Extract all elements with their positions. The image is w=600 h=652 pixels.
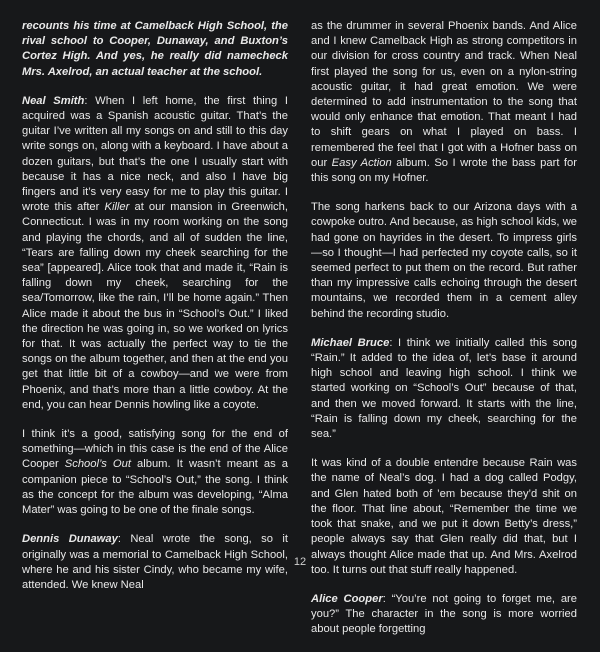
page-number: 12 — [293, 556, 307, 568]
speaker-neal-smith: Neal Smith — [22, 94, 85, 107]
neal-smith-paragraph — [22, 94, 288, 413]
michael-bruce-paragraph — [311, 336, 577, 442]
paragraph-text: album. It wasn’t meant as a companion piece to “School’s Out,” the song. I think as the concept for the album was developing, “Alma Mater” was going to be one of the finale songs. — [22, 458, 288, 517]
dennis-dunaway-paragraph-cont — [311, 19, 577, 186]
dennis-dunaway-paragraph-2: The song harkens back to our Arizona days with a cowpoke outro. And because, as high school kids, we had gone on hayrides in the desert. To impress girls—so I thought—I had perfected my coyote calls, so it seemed perfect to put them on the record. But rather than my impressive calls echoing through the desert mountains, we recorded them in a cement alley behind the recording studio. — [311, 201, 577, 320]
paragraph-text: : “You’re not going to forget me, are you?” The character in the song is more worried about people forgetting — [311, 592, 577, 636]
alice-cooper-paragraph — [311, 592, 577, 638]
paragraph-text: : I think we initially called this song “Rain.” It added to the idea of, let’s base it around high school and leaving high school. I think we started working on “School’s Out” because of that, and then we moved forward. It starts with the line, “Rain is falling down my cheek, searching for the sea.” — [311, 336, 577, 441]
paragraph-text: as the drummer in several Phoenix bands. And Alice and I knew Camelback High as strong competitors in our division for cross country and track. When Neal first played the song for us, even on a nylon-string acoustic guitar, it had great emotion. We were determined to add instrumentation to the song that would only enhance that emotion. That meant I had to shift gears on what I played on bass. I remembered the feel that I got with a Hofner bass on our — [311, 20, 577, 169]
album-title: School’s Out — [64, 458, 131, 471]
paragraph-text: album. So I wrote the bass part for this song on my Hofner. — [311, 156, 577, 185]
left-column — [22, 19, 288, 607]
speaker-dennis-dunaway: Dennis Dunaway — [22, 533, 118, 546]
intro-paragraph: recounts his time at Camelback High School, the rival school to Cooper, Dunaway, and Buxton’s Cortez High. And yes, he really did namecheck Mrs. Axelrod, an actual teacher at the school. — [22, 20, 288, 78]
speaker-michael-bruce: Michael Bruce — [311, 336, 390, 349]
album-title: Killer — [104, 201, 130, 214]
michael-bruce-paragraph-2: It was kind of a double entendre because Rain was the name of Neal’s dog. I had a dog called Podgy, and Glen hated both of ’em because they’d shit on the floor. That line about, “Remember the time we took that snake, and we put it down Betty’s dress,” people always say that Glen really did that, but I always thought Alice made that up. And Mrs. Axelrod too. It turns out that stuff really happened. — [311, 457, 577, 576]
paragraph-text: : When I left home, the first thing I acquired was a Spanish acoustic guitar. That’s the guitar I’ve written all my songs on and still to this day write songs on, along with a keyboard. I have about a dozen guitars, but that’s the one I usually start with because it has a nice neck, and also I have big fingers and it’s very easy for me to play this guitar. I wrote this after — [22, 94, 288, 214]
album-title: Easy Action — [331, 156, 392, 169]
speaker-alice-cooper: Alice Cooper — [311, 592, 383, 605]
paragraph-text: at our mansion in Greenwich, Connecticut. I was in my room working on the song and playing the chords, and all of sudden the line, “Tears are falling down my cheek searching for the sea” [appeared]. Alice took that and made it, “Rain is falling down my cheek, searching for the sea/Tomorrow, like the rain, I’ll be home again.” Then Alice made it about the bus in “School’s Out.” I liked the direction he was going in, so we worked on lyrics for that. It was actually the perfect way to tie the songs on the album together, and then at the end you get that little bit of a cowboy—and we were from Phoenix, and that’s more than a little cowboy. At the end, you can hear Dennis howling like a coyote. — [22, 201, 288, 411]
paragraph-text: : Neal wrote the song, so it originally was a memorial to Camelback High School, where he and his sister Cindy, who became my wife, attended. We knew Neal — [22, 533, 288, 591]
neal-smith-paragraph-2 — [22, 427, 288, 518]
paragraph-text: I think it’s a good, satisfying song for the end of something—which in this case is the end of the Alice Cooper — [22, 428, 288, 471]
